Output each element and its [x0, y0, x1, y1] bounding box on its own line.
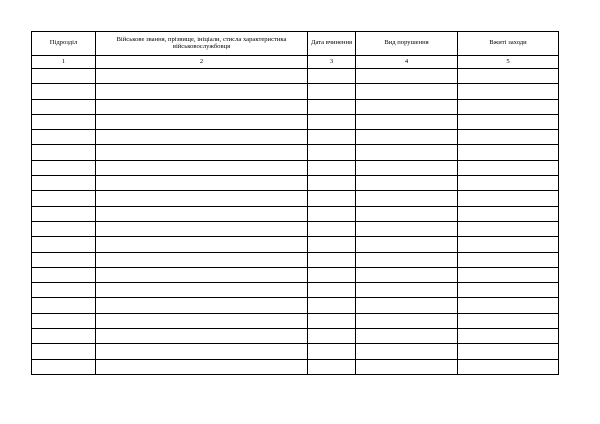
table-cell	[458, 283, 559, 298]
table-cell	[308, 145, 356, 160]
table-row	[32, 252, 559, 267]
table-row	[32, 267, 559, 282]
table-row	[32, 298, 559, 313]
table-cell	[32, 252, 96, 267]
table-cell	[458, 69, 559, 84]
table-cell	[458, 176, 559, 191]
table-cell	[308, 267, 356, 282]
table-row	[32, 206, 559, 221]
table-cell	[32, 221, 96, 236]
table-row	[32, 176, 559, 191]
table-cell	[308, 344, 356, 359]
table-cell	[32, 344, 96, 359]
table-cell	[32, 99, 96, 114]
table-cell	[96, 130, 308, 145]
table-cell	[96, 267, 308, 282]
table-cell	[458, 313, 559, 328]
table-cell	[32, 298, 96, 313]
table-cell	[96, 99, 308, 114]
table-cell	[96, 176, 308, 191]
table-cell	[458, 221, 559, 236]
table-cell	[96, 237, 308, 252]
header-violation-type: Вид порушення	[356, 32, 458, 56]
table-cell	[32, 114, 96, 129]
table-cell	[96, 283, 308, 298]
table-cell	[308, 206, 356, 221]
column-number: 2	[96, 56, 308, 69]
table-row	[32, 221, 559, 236]
table-cell	[96, 114, 308, 129]
table-cell	[458, 114, 559, 129]
table-row	[32, 283, 559, 298]
table-cell	[458, 191, 559, 206]
table-cell	[96, 145, 308, 160]
table-row	[32, 114, 559, 129]
table-cell	[308, 114, 356, 129]
table-cell	[356, 221, 458, 236]
table-row	[32, 160, 559, 175]
table-cell	[458, 145, 559, 160]
table-cell	[308, 99, 356, 114]
table-cell	[32, 313, 96, 328]
table-row	[32, 329, 559, 344]
table-cell	[458, 206, 559, 221]
table-cell	[356, 160, 458, 175]
column-number: 1	[32, 56, 96, 69]
table-row	[32, 359, 559, 374]
table-cell	[96, 69, 308, 84]
table-cell	[96, 329, 308, 344]
table-cell	[32, 267, 96, 282]
table-row	[32, 84, 559, 99]
table-cell	[96, 359, 308, 374]
table-cell	[96, 298, 308, 313]
table-cell	[32, 176, 96, 191]
table-cell	[458, 267, 559, 282]
table-row	[32, 99, 559, 114]
table-cell	[32, 160, 96, 175]
table-cell	[458, 344, 559, 359]
table-cell	[458, 84, 559, 99]
header-row	[32, 32, 559, 56]
table-cell	[356, 298, 458, 313]
table-cell	[356, 267, 458, 282]
table-cell	[32, 145, 96, 160]
header-measures-taken: Вжиті заходи	[458, 32, 559, 56]
table-cell	[356, 99, 458, 114]
table-cell	[96, 160, 308, 175]
table-cell	[356, 69, 458, 84]
table-cell	[356, 237, 458, 252]
table-cell	[308, 160, 356, 175]
table-row	[32, 313, 559, 328]
table-cell	[96, 206, 308, 221]
table-cell	[32, 283, 96, 298]
violations-register-table	[31, 31, 559, 375]
column-number: 5	[458, 56, 559, 69]
table-cell	[356, 344, 458, 359]
table-row	[32, 130, 559, 145]
table-cell	[308, 329, 356, 344]
table-cell	[308, 237, 356, 252]
table-cell	[308, 283, 356, 298]
table-cell	[308, 191, 356, 206]
table-cell	[32, 206, 96, 221]
table-cell	[458, 237, 559, 252]
table-cell	[458, 329, 559, 344]
table-cell	[32, 84, 96, 99]
table-cell	[96, 344, 308, 359]
table-cell	[308, 176, 356, 191]
table-cell	[356, 329, 458, 344]
table-cell	[458, 252, 559, 267]
table-cell	[32, 130, 96, 145]
column-number: 3	[308, 56, 356, 69]
table-cell	[32, 69, 96, 84]
table-cell	[308, 221, 356, 236]
table-cell	[356, 359, 458, 374]
table-cell	[96, 221, 308, 236]
table-body	[32, 69, 559, 375]
table-cell	[32, 329, 96, 344]
header-serviceman-description: Військове звання, прізвище, ініціали, стисла характеристика військовослужбовця	[96, 32, 308, 56]
column-number: 4	[356, 56, 458, 69]
table-cell	[308, 84, 356, 99]
table-cell	[356, 313, 458, 328]
table-cell	[308, 359, 356, 374]
table-cell	[356, 84, 458, 99]
table-cell	[458, 298, 559, 313]
table-cell	[458, 160, 559, 175]
table-cell	[96, 84, 308, 99]
table-cell	[96, 313, 308, 328]
table-cell	[356, 145, 458, 160]
header-unit: Підрозділ	[32, 32, 96, 56]
table-cell	[32, 359, 96, 374]
table-cell	[356, 176, 458, 191]
table-cell	[356, 191, 458, 206]
table-cell	[356, 283, 458, 298]
table-cell	[32, 237, 96, 252]
table-cell	[458, 359, 559, 374]
table-row	[32, 191, 559, 206]
table-cell	[308, 252, 356, 267]
table-cell	[356, 252, 458, 267]
table-cell	[356, 206, 458, 221]
table-header	[32, 32, 559, 69]
table-cell	[458, 99, 559, 114]
table-row	[32, 237, 559, 252]
header-date-committed: Дата вчинення	[308, 32, 356, 56]
table-cell	[308, 130, 356, 145]
table-cell	[32, 191, 96, 206]
column-number-row	[32, 56, 559, 69]
table-row	[32, 69, 559, 84]
table-cell	[308, 69, 356, 84]
table-cell	[308, 313, 356, 328]
table-cell	[356, 114, 458, 129]
table-row	[32, 145, 559, 160]
table-cell	[96, 191, 308, 206]
table-cell	[96, 252, 308, 267]
table-cell	[458, 130, 559, 145]
table-cell	[308, 298, 356, 313]
table-row	[32, 344, 559, 359]
table-cell	[356, 130, 458, 145]
